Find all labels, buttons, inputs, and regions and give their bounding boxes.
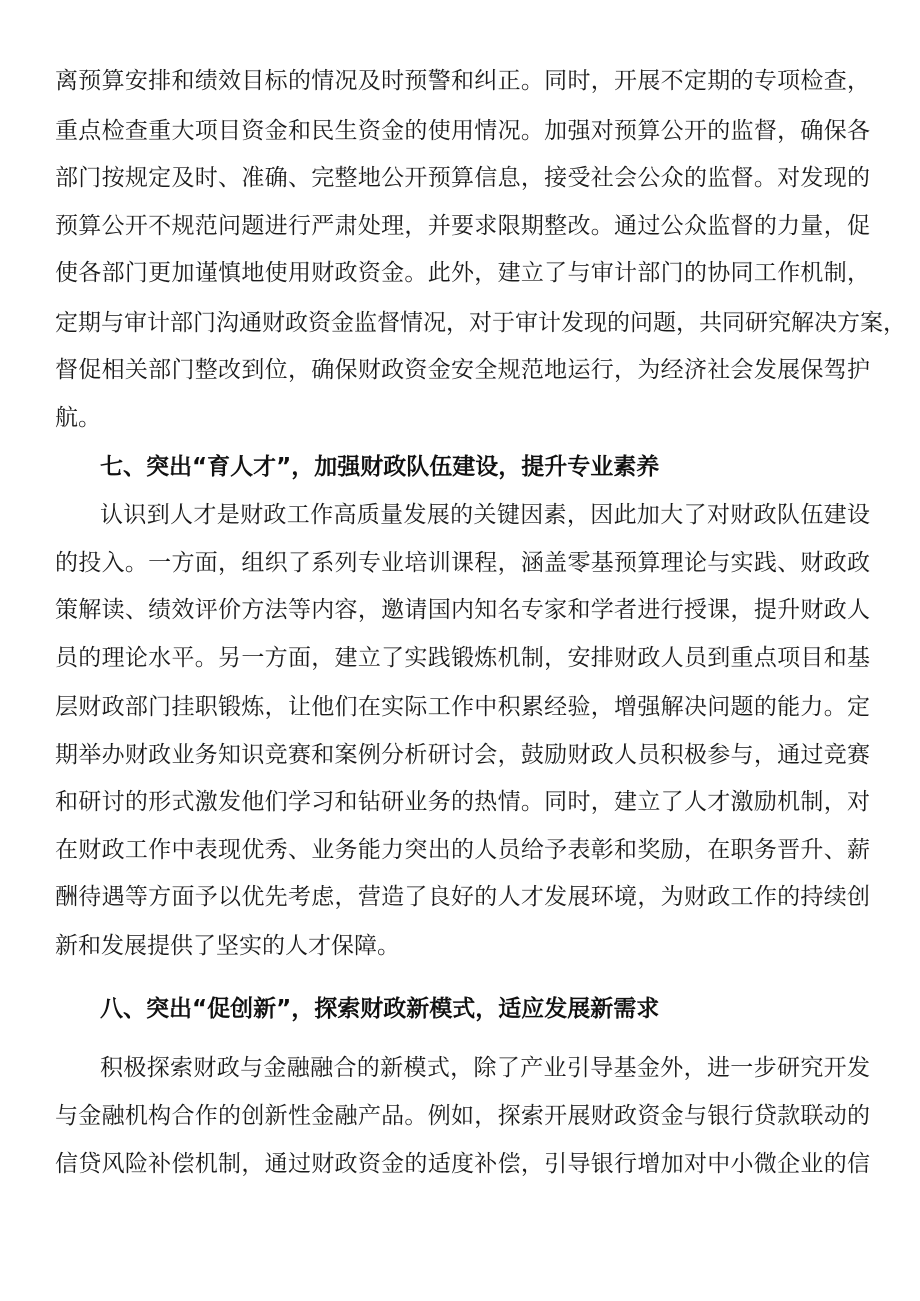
paragraph-line: 定期与审计部门沟通财政资金监督情况，对于审计发现的问题，共同研究解决方案， xyxy=(55,310,906,336)
paragraph-line: 员的理论水平。另一方面，建立了实践锻炼机制，安排财政人员到重点项目和基 xyxy=(55,645,870,671)
paragraph-line: 航。 xyxy=(55,405,101,431)
paragraph-line: 督促相关部门整改到位，确保财政资金安全规范地运行，为经济社会发展保驾护 xyxy=(55,357,870,383)
paragraph-line: 预算公开不规范问题进行严肃处理，并要求限期整改。通过公众监督的力量，促 xyxy=(55,213,870,239)
paragraph-line: 策解读、绩效评价方法等内容，邀请国内知名专家和学者进行授课，提升财政人 xyxy=(55,597,870,623)
section-8-heading: 八、突出“促创新”，探索财政新模式，适应发展新需求 xyxy=(100,996,660,1022)
paragraph-line: 期举办财政业务知识竞赛和案例分析研讨会，鼓励财政人员积极参与，通过竞赛 xyxy=(55,742,870,768)
paragraph-line: 离预算安排和绩效目标的情况及时预警和纠正。同时，开展不定期的专项检查， xyxy=(55,68,870,94)
paragraph-line: 层财政部门挂职锻炼，让他们在实际工作中积累经验，增强解决问题的能力。定 xyxy=(55,694,870,720)
paragraph-line: 与金融机构合作的创新性金融产品。例如，探索开展财政资金与银行贷款联动的 xyxy=(55,1103,870,1129)
paragraph-line: 的投入。一方面，组织了系列专业培训课程，涵盖零基预算理论与实践、财政政 xyxy=(55,550,870,576)
paragraph-line: 部门按规定及时、准确、完整地公开预算信息，接受社会公众的监督。对发现的 xyxy=(55,165,870,191)
paragraph-line: 和研讨的形式激发他们学习和钻研业务的热情。同时，建立了人才激励机制，对 xyxy=(55,789,870,815)
paragraph-line: 积极探索财政与金融融合的新模式，除了产业引导基金外，进一步研究开发 xyxy=(100,1055,870,1081)
paragraph-line: 信贷风险补偿机制，通过财政资金的适度补偿，引导银行增加对中小微企业的信 xyxy=(55,1151,870,1177)
paragraph-line: 酬待遇等方面予以优先考虑，营造了良好的人才发展环境，为财政工作的持续创 xyxy=(55,884,870,910)
paragraph-line: 在财政工作中表现优秀、业务能力突出的人员给予表彰和奖励，在职务晋升、薪 xyxy=(55,837,870,863)
paragraph-line: 认识到人才是财政工作高质量发展的关键因素，因此加大了对财政队伍建设 xyxy=(100,502,870,528)
paragraph-line: 使各部门更加谨慎地使用财政资金。此外，建立了与审计部门的协同工作机制， xyxy=(55,260,870,286)
section-7-heading: 七、突出“育人才”，加强财政队伍建设，提升专业素养 xyxy=(100,454,660,480)
paragraph-line: 重点检查重大项目资金和民生资金的使用情况。加强对预算公开的监督，确保各 xyxy=(55,118,870,144)
paragraph-line: 新和发展提供了坚实的人才保障。 xyxy=(55,933,400,959)
